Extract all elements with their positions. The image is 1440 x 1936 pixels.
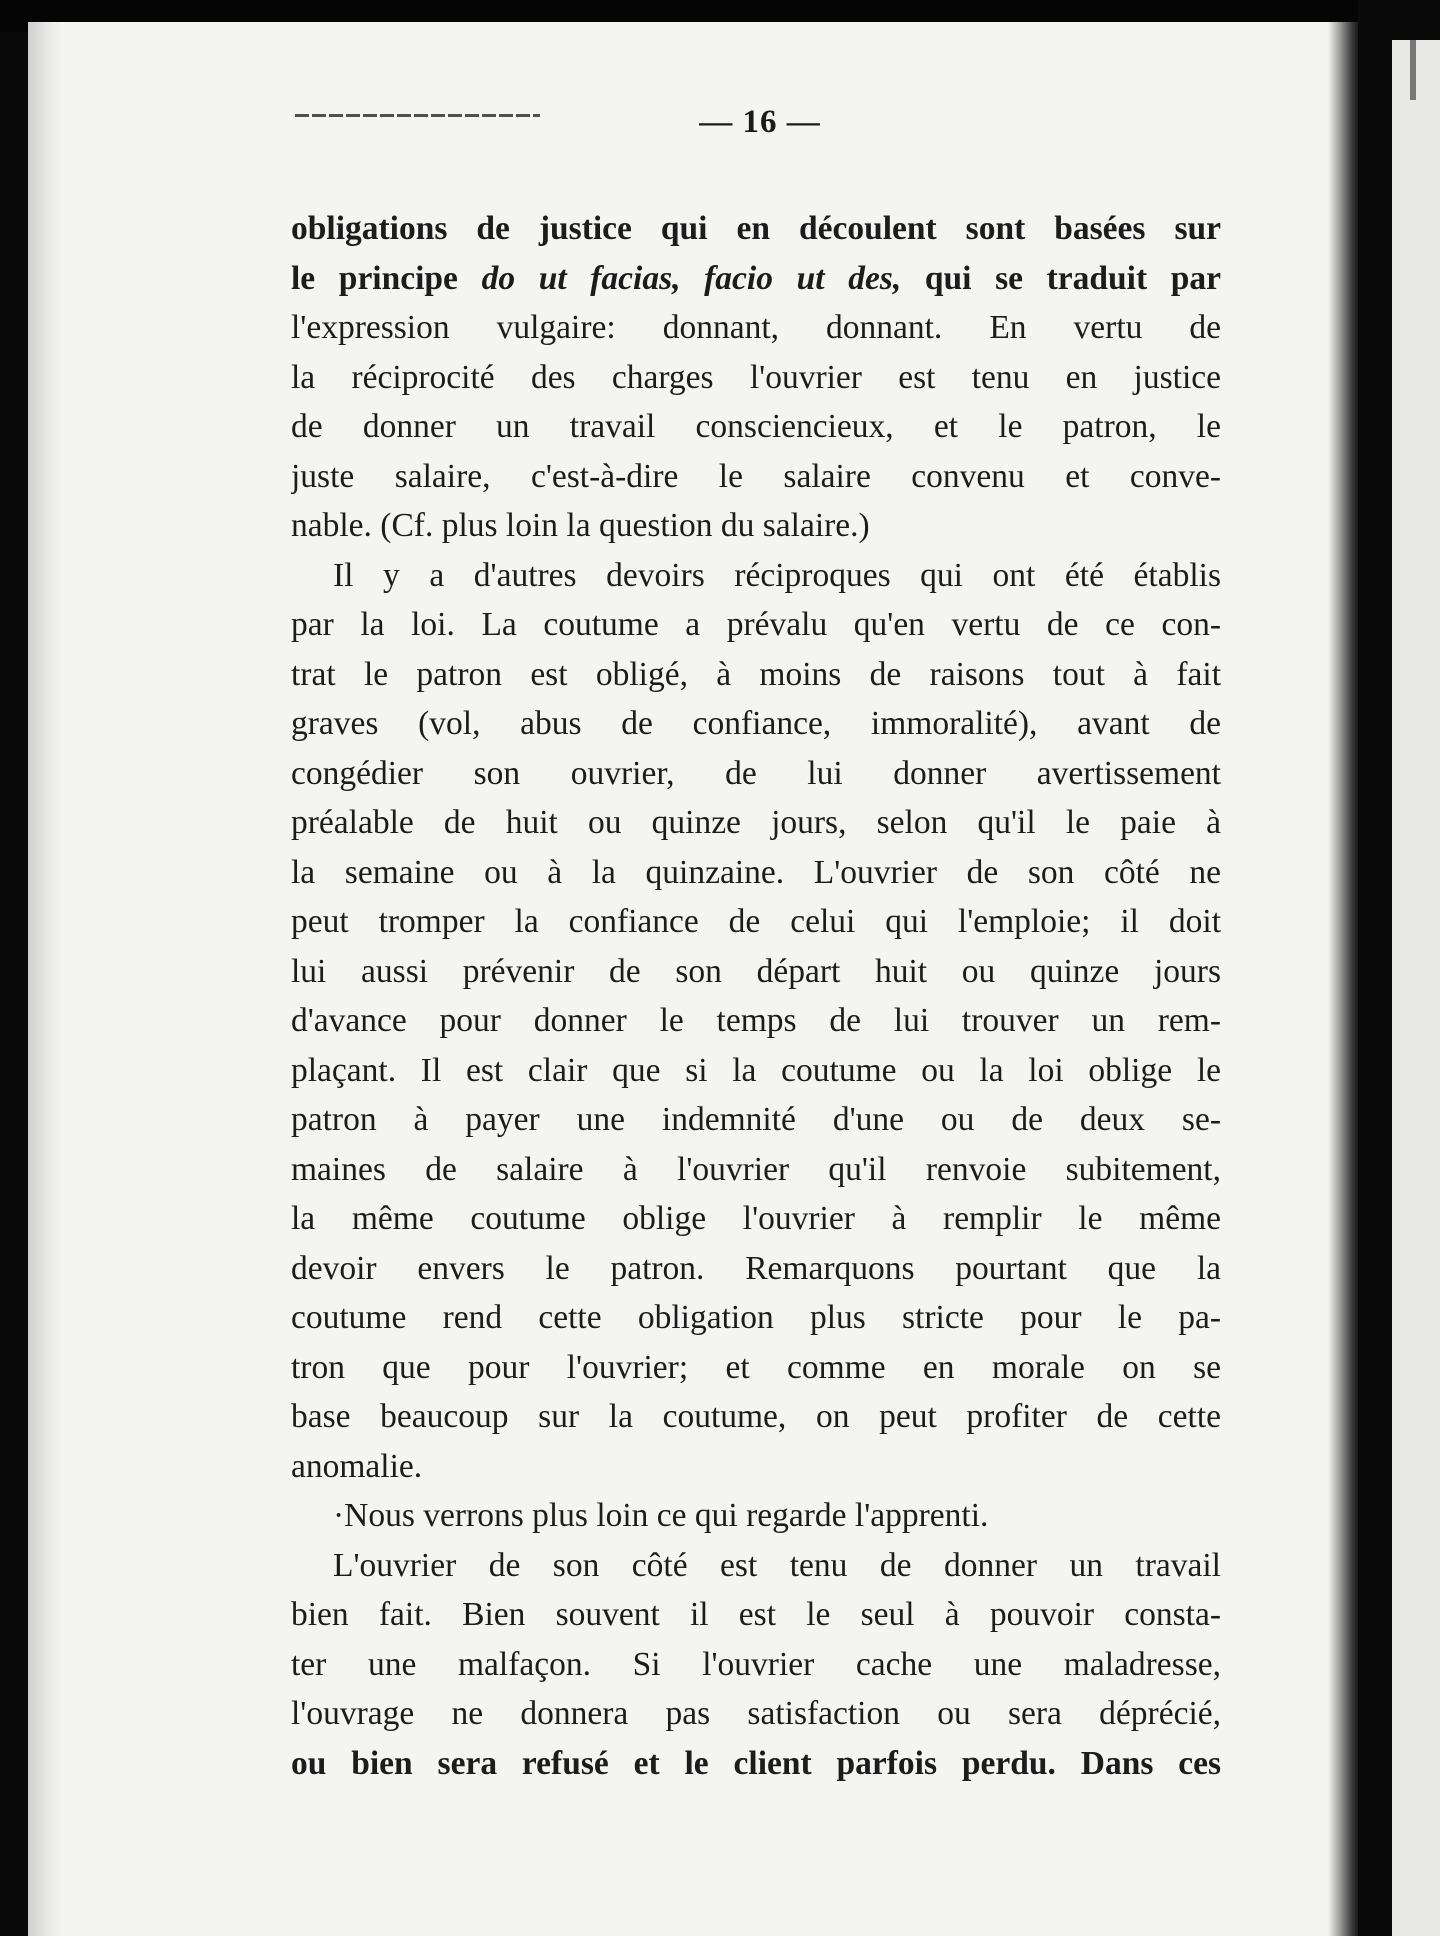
text-line: peut tromper la confiance de celui qui l'emploie; il doit	[291, 903, 1221, 940]
text-line: la réciprocité des charges l'ouvrier est tenu en justice	[291, 358, 1221, 396]
text-line: tron que pour l'ouvrier; et comme en morale on se	[291, 1348, 1221, 1386]
text-line: par la loi. La coutume a prévalu qu'en vertu de ce con-	[291, 606, 1221, 643]
text-line: ·Nous verrons plus loin ce qui regarde l'apprenti.	[333, 1497, 989, 1534]
text-line: la semaine ou à la quinzaine. L'ouvrier de son côté ne	[291, 853, 1221, 891]
text-line: base beaucoup sur la coutume, on peut profiter de cette	[291, 1398, 1221, 1435]
latin-phrase: do ut facias, facio ut des,	[481, 259, 902, 297]
text-line: graves (vol, abus de confiance, immoralité), avant de	[291, 705, 1221, 742]
text-line: nable. (Cf. plus loin la question du salaire.)	[291, 507, 870, 544]
text-line: maines de salaire à l'ouvrier qu'il renvoie subitement,	[291, 1150, 1221, 1188]
adjacent-page-mark	[1410, 40, 1416, 100]
text-line: Il y a d'autres devoirs réciproques qui ont été établis	[333, 556, 1221, 594]
text-line: trat le patron est obligé, à moins de raisons tout à fait	[291, 655, 1221, 693]
adjacent-page-strip	[1392, 40, 1440, 1936]
text-line: ter une malfaçon. Si l'ouvrier cache une maladresse,	[291, 1645, 1221, 1683]
text-fragment: qui se traduit par	[901, 259, 1221, 297]
text-line: juste salaire, c'est-à-dire le salaire convenu et conve-	[291, 457, 1221, 495]
header-rule	[295, 114, 540, 117]
text-line: préalable de huit ou quinze jours, selon qu'il le paie à	[291, 804, 1221, 841]
text-line: L'ouvrier de son côté est tenu de donner un travail	[333, 1546, 1221, 1584]
text-line: l'expression vulgaire: donnant, donnant. En vertu de	[291, 309, 1221, 346]
text-line: ou bien sera refusé et le client parfois perdu. Dans ces	[291, 1744, 1221, 1782]
text-line: coutume rend cette obligation plus stricte pour le pa-	[291, 1299, 1221, 1336]
text-line: patron à payer une indemnité d'une ou de deux se-	[291, 1101, 1221, 1138]
text-fragment: le principe	[291, 259, 482, 297]
text-line: plaçant. Il est clair que si la coutume ou la loi oblige le	[291, 1051, 1221, 1089]
page-gutter-shadow	[28, 22, 62, 1936]
text-line: bien fait. Bien souvent il est le seul à pouvoir consta-	[291, 1596, 1221, 1633]
text-line: anomalie.	[291, 1447, 423, 1485]
text-line: obligations de justice qui en découlent sont basées sur	[291, 210, 1221, 247]
text-line: de donner un travail consciencieux, et le patron, le	[291, 408, 1221, 445]
page-edge-shadow	[1328, 22, 1358, 1936]
text-line: la même coutume oblige l'ouvrier à remplir le même	[291, 1200, 1221, 1237]
page-number: — 16 —	[699, 104, 821, 140]
text-line: l'ouvrage ne donnera pas satisfaction ou sera déprécié,	[291, 1695, 1221, 1732]
text-line	[291, 254, 1221, 304]
text-line: devoir envers le patron. Remarquons pourtant que la	[291, 1249, 1221, 1287]
body-text	[291, 204, 1221, 1788]
text-line: lui aussi prévenir de son départ huit ou quinze jours	[291, 952, 1221, 990]
text-line: congédier son ouvrier, de lui donner avertissement	[291, 754, 1221, 792]
text-line: d'avance pour donner le temps de lui trouver un rem-	[291, 1002, 1221, 1039]
